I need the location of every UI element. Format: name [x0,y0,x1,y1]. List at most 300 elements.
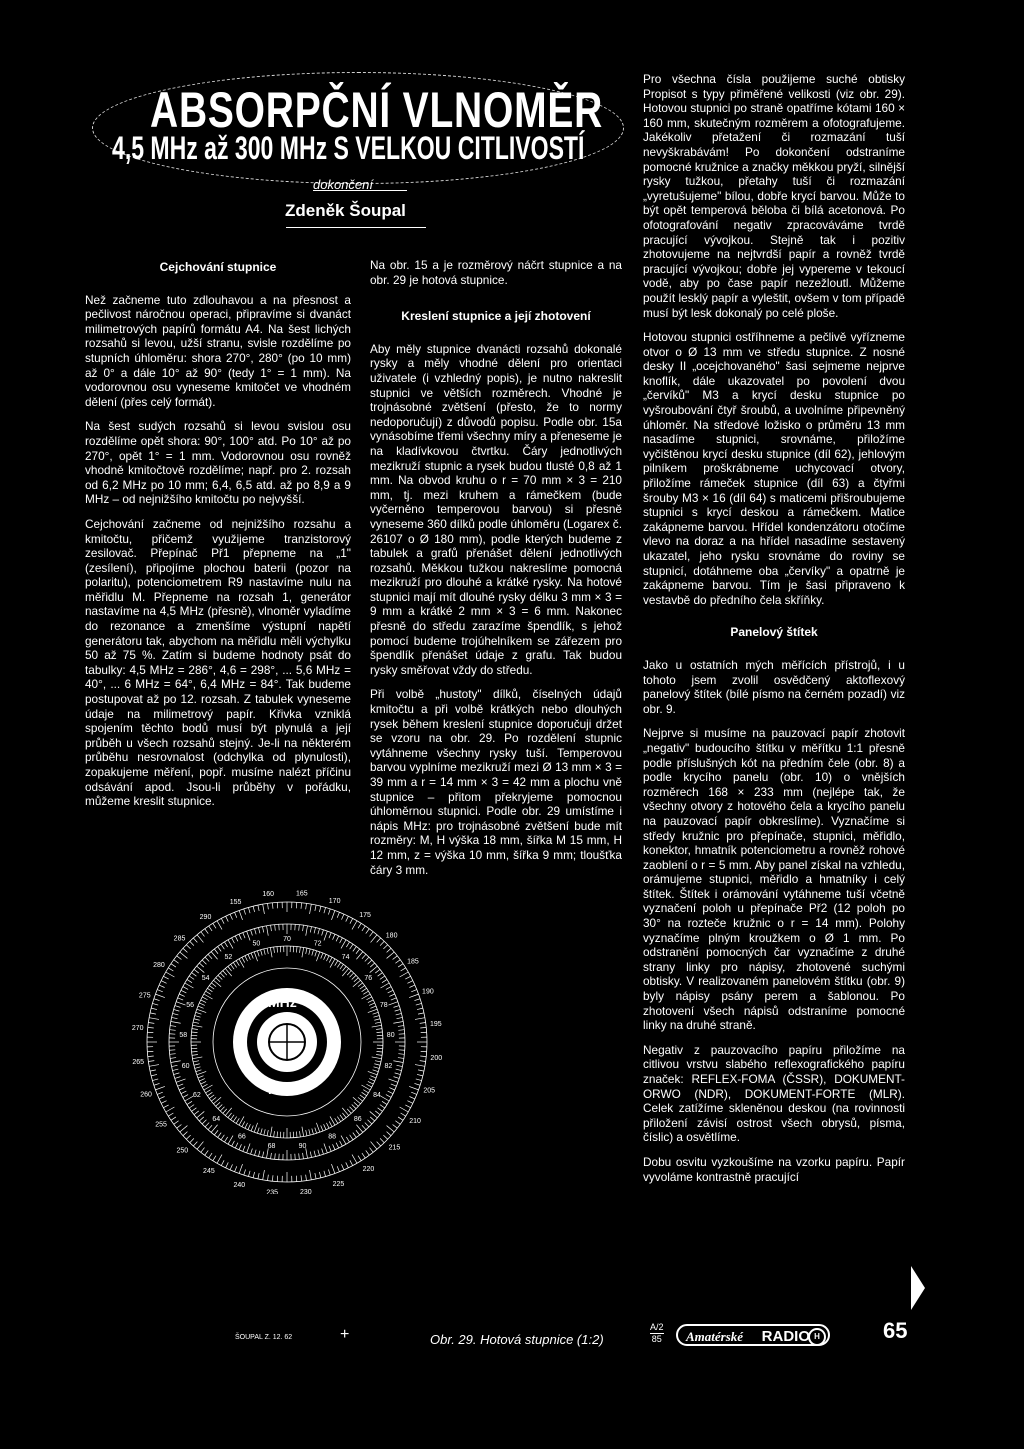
dial-tick [398,1117,403,1120]
dial-tick [168,968,173,971]
dial-tick [254,1150,256,1156]
dial-outer-label: 260 [140,1091,152,1099]
dial-tick [312,950,314,956]
paragraph: Aby měly stupnice dvanácti rozsahů dokonalé rysky a měly vhodné dělení pro orientaci uživatele (i vzhledný popis), je nutno nakreslit stupnici ve větších rozměrech. Vhodné je trojnásobné zvětšení (přesto, že to normy nedoporučují) z důvodů popisu. Podle obr. 15a vynásobíme třemi všechny míry a přeneseme je na kladívkovou čtvrtku. Čáry jednotlivých mezikruží stupnic a rysek budou tlusté 0,8 až 1 mm. Na obvod kruhu o r = 70 mm × 3 = 210 mm, tj. mezi kruhem a rámečkem (bude vyčerněno temperovou barvou) si přesně vyneseme 360 dílků podle úhloměru (Logarex č. 26107 o Ø 180 mm), podle kterých budeme z tabulek a grafů přenášet dělení jednotlivých rozsahů. Měkkou tužkou nakreslíme pomocná mezikruží pro dlouhé a krátké rysky. Na hotové stupnici mají mít dlouhé rysky délku 3 mm × 3 = 9 mm a krátké 2 mm × 3 = 6 mm. Nakonec přesně do středu zarazíme špendlík, s jehož pomocí budeme trojúhelníkem se zářezem pro špendlík přenášet údaje z grafu. Tak budou rysky směřovat vždy do středu. [370,341,622,677]
dial-tick [362,1092,367,1095]
dial-tick [341,1136,346,1145]
dial-tick [193,1142,197,1146]
dial-tick [199,963,203,967]
dial-tick [192,1025,202,1027]
dial-tick [161,981,166,984]
dial-tick [272,903,273,909]
dial-tick [346,1162,349,1167]
dial-tick [271,1153,272,1159]
dial-tick [312,1129,314,1135]
dial-tick [181,1091,186,1094]
dial-tick [420,1061,426,1062]
dial-tick [417,1074,423,1075]
dial-tick [209,1095,214,1099]
dial-tick [373,1012,379,1014]
dial-tick [366,1084,371,1087]
dial-tick [174,1121,179,1125]
dial-tick [244,1169,246,1175]
dial-tick [208,954,212,958]
dial-tick [175,1077,181,1079]
dial-tick [411,990,417,992]
dial-tick [201,1081,206,1084]
dial-tick [337,912,339,918]
dial-tick [340,1141,343,1146]
dial-tick [258,1173,259,1179]
dial-tick [352,1105,356,1109]
dial-tick [324,1171,326,1177]
text-column-3 [643,72,905,1194]
dial-tick [331,1164,334,1173]
dial-tick [168,1113,173,1116]
dial-tick [318,929,320,935]
dial-outer-label: 190 [422,988,434,996]
dial-tick [258,905,259,911]
dial-tick [226,1162,229,1167]
dial-tick [176,1002,185,1005]
dial-tick [374,1019,380,1020]
dial-tick [270,1127,272,1137]
dial-tick [375,1022,381,1023]
dial-tick [148,1023,154,1024]
dial-tick [187,979,192,982]
dial-tick [197,1009,206,1012]
dial-tick [356,1130,360,1135]
dial-tick [414,999,420,1001]
dial-tick [172,1017,178,1018]
dial-tick [157,1092,163,1094]
dial-tick [264,1129,265,1135]
paragraph: Cejchování začneme od nejnižšího rozsahu a kmitočtu, přičemž využijeme tranzistorový zesilovač. Přepínač Př1 přepneme na „1" (zesílení), připojíme plochou baterii (pozor na polaritu), potenciometrem R9 nastavíme nulu na měřidlu M. Přepneme na rozsah 1, generátor nastavíme na 4,5 MHz (přesně), vlnoměr vyladíme do rezonance a zmenšíme výstupní napětí generátoru tak, abychom na měřidlu měli výchylku 50 až 75 %. Zatím si budeme hodnoty psát do tabulky: 4,5 MHz = 286°, 4,6 = 298°, ... 5,6 MHz = 40°, ... 6 MHz = 64°, 6,4 MHz = 84°. Tak budeme postupovat až po 12. rozsah. Z tabulek vyneseme údaje na milimetrový papír. Křivka vzniklá spojením těchto bodů musí být plynulá a její průběh u všech rozsahů stejný. Je-li na některém průběhu nesrovnalost (odchylka od plynulosti), zopakujeme měření, popř. musíme nalézt příčinu odsávání apod. Jsou-li průběhy v pořádku, můžeme kreslit stupnice. [85,516,351,809]
dial-tick [378,973,383,977]
dial-tick [356,949,360,954]
dial-tick [326,956,329,961]
dial-tick [174,960,179,964]
dial-inner-label: 70 [283,936,291,943]
dial-tick [263,904,265,914]
text-column-1 [85,260,351,819]
dial-inner-label: 64 [212,1116,221,1124]
dial-tick [235,1143,238,1148]
dial-tick [368,1071,377,1074]
dial-tick [155,1086,164,1089]
figure-caption: Obr. 29. Hotová stupnice (1:2) [430,1332,604,1347]
dial-tick [218,975,222,979]
dial-tick [170,1054,176,1055]
dial-outer-label: 285 [173,935,186,943]
dial-tick [197,1071,206,1074]
dial-tick [151,1008,157,1009]
dial-tick [314,1151,315,1157]
dial-tick [306,1130,307,1136]
dial-tick [417,1008,423,1009]
dial-tick [370,966,378,972]
section-heading-calibration: Cejchování stupnice [159,260,277,274]
dial-tick [154,1083,160,1085]
dial-tick [257,1128,259,1134]
continue-arrow-icon [911,1266,925,1310]
dial-tick [189,976,194,979]
dial-tick [400,972,409,977]
dial-tick [192,1032,198,1033]
dial-tick [336,936,339,941]
dial-tick [370,1006,376,1008]
dial-tick [368,1009,377,1012]
dial-tick [206,1090,211,1093]
dial-tick [394,1077,400,1079]
dial-tick [375,969,380,973]
dial-tick [315,1173,316,1179]
dial-tick [267,948,268,954]
dial-inner-label: 86 [353,1116,362,1124]
dial-tick [180,952,188,958]
dial-tick [398,964,403,967]
dial-tick [258,1151,259,1157]
dial-tick [243,933,245,939]
dial-tick [221,944,224,949]
dial-tick [393,956,398,960]
dial-tick [352,975,356,979]
dial-tick [316,1123,319,1132]
dial-outer-label: 290 [199,914,212,922]
dial-tick [196,1070,202,1072]
dial-tick [242,1121,245,1126]
dial-tick [233,1117,236,1122]
dial-tick [414,1083,420,1085]
dial-tick [420,1023,426,1024]
dial-tick [239,910,242,919]
dial-tick [302,947,304,957]
dial-inner-label: 62 [193,1092,201,1099]
dial-tick [194,969,199,973]
dial-tick [198,1076,204,1078]
dial-tick [150,1070,156,1071]
dial-tick [172,1065,178,1066]
dial-tick [183,1132,187,1136]
dial-tick [377,938,381,942]
dial-tick [220,973,224,977]
article-subtitle: 4,5 MHz až 300 MHz S VELKOU CITLIVOSTÍ [112,130,585,166]
dial-tick [356,952,362,960]
dial-tick [394,1006,400,1008]
dial-tick [171,1117,176,1120]
magazine-logo [676,1324,830,1346]
dial-tick [346,942,349,947]
dial-tick [362,926,365,931]
dial-tick [306,1175,307,1181]
dial-tick [416,1079,422,1081]
section-heading-panel: Panelový štítek [730,625,818,640]
dial-tick [274,947,275,953]
dial-tick [301,1175,302,1181]
dial-tick [213,923,216,928]
dial-tick [324,954,326,959]
dial-tick [389,1088,394,1090]
dial-tick [174,1073,180,1075]
dial-tick [245,956,248,961]
dial-tick [195,1067,201,1069]
issue-number [650,1322,664,1345]
dial-tick [228,966,232,971]
dial-tick [395,1121,400,1125]
dial-tick [251,1149,253,1155]
dial-tick [391,1084,397,1086]
dial-tick [209,986,214,990]
dial-tick [228,940,233,949]
dial-tick [192,1108,197,1112]
dial-tick [254,1123,257,1132]
paragraph: Nejprve si musíme na pauzovací papír zhotovit „negativ" budoucího štítku v měřítku 1:1 přesně podle příslušných kót na předním čele (obr. 8) a podle krycího panelu (obr. 10) o vnějších rozměrech 168 × 233 mm (nejlépe tak, že všechny otvory z hotového čela a krycího panelu na pauzovací papír obkreslíme). Vyznačíme si středy kružnic pro přepínače, stupnici, měřidlo, konektor, hmatník potenciometru a rovněž rohové zaoblení o r = 5 mm. Aby panel získal na vzhledu, orámujeme stupnici, měřidlo a hmatníky i celý štítek. Štítek i orámování vytáhneme tuší včetně vyznačení poloh u přepínače Př2 (12 poloh po 30° na rozteče kružnic o r = 14 mm). Polohy vyznačíme plným kroužkem o Ø 1 mm. Po odstranění pomocných čar vyznačíme z druhé strany linky pro nápisy, zhotovené suchými obtisky. V realizovaném panelovém štítku (obr. 9) byly nápisy psány perem a šablonou. Po zhotovení všech nápisů odstraníme pomocné linky na druhé straně. [643,726,905,1033]
dial-tick [257,951,259,957]
dial-tick [375,1061,381,1062]
dial-tick [380,1138,384,1142]
dial-inner-label: 52 [224,954,233,962]
dial-tick [194,1064,200,1065]
dial-outer-label: 160 [262,891,275,899]
dial-inner-label: 84 [373,1092,381,1099]
logo-badge: H [808,1328,826,1346]
dial-outer-label: 245 [203,1168,215,1176]
dial-outer-label: 175 [359,911,371,919]
dial-tick [236,961,239,966]
dial-tick [224,1137,227,1142]
dial-tick [189,1105,194,1108]
page-number: 65 [883,1318,908,1343]
dial-tick [369,1079,374,1081]
dial-tick [205,957,209,961]
dial-tick [268,1175,269,1181]
dial-tick [366,929,370,934]
dial-tick [187,1101,192,1104]
dial-inner-label: 66 [237,1133,246,1141]
dial-tick [358,983,363,987]
dial-tick [368,1081,373,1084]
dial-tick [201,932,205,937]
dial-tick [372,1057,382,1059]
dial-tick [352,921,357,930]
dial-tick [354,1102,358,1106]
dial-tick [254,952,257,961]
dial-tick [183,1095,188,1098]
dial-tick [193,1061,199,1062]
dial-tick [397,1017,403,1018]
dial-tick [181,990,186,993]
dial-tick [263,1170,265,1180]
dial-tick [202,960,206,964]
dial-tick [387,1126,395,1132]
text-column-2 [370,258,622,887]
dial-tick [374,1067,380,1069]
dial-tick [197,935,203,943]
dial-tick [245,1123,248,1128]
dial-tick [324,907,326,913]
dial-tick [199,1079,204,1081]
continued-label: dokončení [313,177,373,192]
dial-tick [267,926,269,936]
dial-outer-label: 225 [332,1180,345,1188]
dial-tick [309,949,310,955]
dial-tick [192,1055,198,1056]
dial-tick [350,944,353,949]
dial-tick [358,1156,361,1161]
dial-tick [208,1125,212,1129]
dial-tick [166,972,175,977]
paragraph: Při volbě „hustoty" dílků, číselných údajů kmitočtu a při volbě krátkých nebo dlouhých rysek během kreslení stupnice doporučuji držet se vzoru na obr. 29. Po rozdělení stupnic vytáhneme všechny rysky tuší. Temperovou barvou vyplníme mezikruží mezi Ø 13 mm × 3 = 39 mm a r = 14 mm × 3 = 42 mm a plochu vně stupnice – přitom překryjeme pomocnou úhloměrnou stupnici. Podle obr. 29 umístíme i nápis MHz: pro trojnásobné zvětšení bude mít rozměry: M, H výška 18 mm, šířka M 15 mm, H 12 mm, z = výška 10 mm, šířka 9 mm; tloušťka čáry 3 mm. [370,687,622,877]
dial-tick [218,1105,222,1109]
dial-tick [314,928,315,934]
dial-tick [322,930,324,936]
paragraph: Jako u ostatních mých měřících přístrojů, i u tohoto jsem zvolil osvědčený aktoflexový panelový štítek (bílé písmo na černém pozadí) viz obr. 9. [643,657,905,716]
dial-tick [178,998,184,1000]
dial-tick [309,1129,310,1135]
dial-tick [405,1105,410,1108]
dial-tick [401,1113,406,1116]
dial-tick [407,1101,412,1104]
paragraph: Pro všechna čísla použijeme suché obtisky Propisot s typy přiměřené velikosti (viz obr. 29). Hotovou stupnici po straně opatříme kótami 160 × 160 mm, skutečným rozměrem a ofotografujeme. Jakékoliv přetažení či rozmazání tuší nevyškrabávám! Po dokončení odstraníme pomocné kružnice a značky měkkou pryží, silnější rysky tužkou, přetahy tuší či rozmazání „vyretušujeme" bílou, dobře krycí barvou. Může to být opět temperová běloba či bílá acetonová. Po ofotografování negativ zpracováváme tvrdě pracující vývojkou. Stejně tak i pozitiv zhotovujeme na nejtvrdší papír a rovněž tvrdě pracující vývojkou; dobře jej vypereme v tekoucí vodě, aby po čase papír nezežloutl. Můžeme použít lesklý papír a vyleštit, ovšem v tom případě musí být lesk dokonalý po celé ploše. [643,72,905,320]
dial-tick [196,1012,202,1014]
dial-tick [401,968,406,971]
dial-tick [360,1095,365,1099]
dial-tick [420,1056,426,1057]
dial-tick [358,923,361,928]
dial-tick [324,931,327,940]
dial-tick [370,1076,376,1078]
dial-tick [166,1107,175,1112]
dial-tick [251,1125,253,1131]
dial-tick [306,948,307,954]
dial-tick [342,1113,346,1118]
dial-tick [267,1130,268,1136]
dial-tick [197,966,205,972]
dial-outer-label: 210 [409,1118,421,1126]
dial-tick [387,952,395,958]
dial-tick [197,1111,205,1117]
dial-tick [180,1126,188,1132]
dial-tick [148,1056,154,1057]
dial-tick [170,1058,176,1059]
dial-tick [398,1030,404,1031]
dial-outer-label: 280 [153,961,165,969]
dial-tick [409,1097,414,1099]
dial-tick [377,1051,383,1052]
dial-tick [275,925,276,931]
dial-tick [261,950,263,956]
dial-tick [198,1006,204,1008]
dial-tick [264,949,265,955]
dial-outer-label: 270 [132,1025,144,1033]
dial-tick [190,941,194,945]
dial-outer-label: 180 [385,932,398,940]
dial-tick [315,905,316,911]
dial-tick [347,971,351,975]
dial-tick [248,907,250,913]
dial-tick [346,1137,349,1142]
dial-tick [209,926,212,931]
dial-inner-label: 56 [186,1002,195,1010]
dial-outer-label: 220 [362,1165,375,1173]
dial-tick [236,1118,239,1123]
dial-tick [369,1148,373,1153]
dial-tick [340,964,344,969]
dial-tick [337,962,340,967]
dial-inner-label: 82 [384,1063,393,1071]
dial-tick [233,962,236,967]
dial-tick [163,976,168,979]
dial-tick [329,933,331,939]
dial-tick [337,1117,340,1122]
dial-tick [340,1115,344,1120]
dial-tick [192,1057,202,1059]
dial-tick [277,947,278,953]
dial-tick [193,938,197,942]
dial-tick [350,918,353,923]
dial-tick [303,925,304,931]
dial-tick [353,947,357,952]
dial-tick [416,1003,422,1005]
dial-tick [398,1026,404,1027]
dial-tick [151,1074,157,1075]
dial-tick [324,1124,326,1129]
dial-tick [272,1175,273,1181]
dial-unit-label-top: MHz [268,994,297,1010]
dial-tick [372,1025,382,1027]
dial-tick [358,1097,363,1101]
dial-tick [381,1096,390,1101]
dial-tick [221,1160,224,1165]
dial-tick [382,1101,387,1104]
dial-tick [300,1131,301,1137]
dial-outer-label: 195 [429,1021,442,1029]
logo-script: Amatérské [686,1329,744,1344]
dial-tick [177,956,182,960]
dial-tick [326,1123,329,1128]
dial-tick [387,1132,391,1136]
dial-tick [244,909,246,915]
dial-tick [231,1115,235,1120]
dial-tick [199,1003,204,1005]
dial-tick [211,1125,217,1133]
dial-tick [192,1029,198,1030]
dial-tick [171,1022,181,1024]
logo-name: RADIO [761,1328,810,1345]
dial-tick [405,976,410,979]
dial-outer-label: 155 [229,899,242,907]
dial-tick [381,983,390,988]
dial-tick [206,991,211,994]
dial-tick [383,945,387,949]
dial-tick [347,1109,351,1113]
dial-tick [217,921,222,930]
dial-tick [231,964,235,969]
dial-tick [239,934,241,939]
dial-tick [415,1065,425,1067]
dial-tick [342,1164,344,1169]
dial-tick [368,960,372,964]
dial-tick [239,1164,242,1173]
dial-tick [205,1123,209,1127]
dial-tick [365,957,369,961]
dial-tick [211,983,216,987]
dial-tick [258,928,259,934]
dial-tick [243,1146,245,1152]
dial-tick [194,1019,200,1020]
dial-outer-label: 275 [138,992,151,1000]
dial-tick [195,1016,201,1018]
